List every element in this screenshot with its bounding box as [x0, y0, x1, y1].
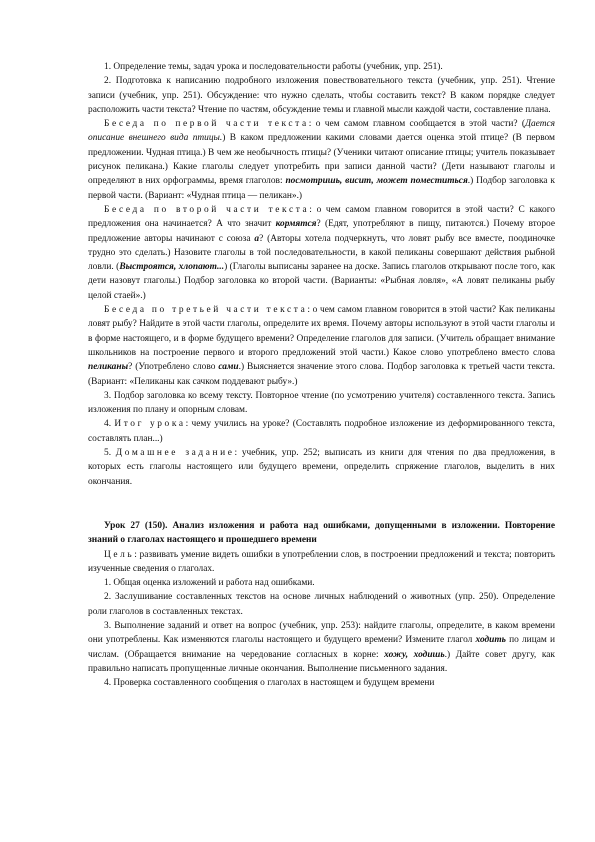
text-run: .) Выясняется значение этого слова. Подбор заголовка к третьей части текста. (Вариант: «Пеликаны как сачком поддевают рыбу».) [88, 362, 555, 387]
paragraph-step-5-homework [88, 446, 555, 489]
text-run: .) Дайте совет другу, как правильно написать пропущенные личные окончания. Выполнение письменного задания. [88, 649, 555, 674]
text-run: ? (Авторы хотела подчеркнуть, что ловят рыбу все вместе, поодиночке трудно это сделать.) Назовите глаголы в той последовательности, в какой пеликаны совершают действия рыбной ловли. ( [88, 233, 556, 273]
text-run: 4. [104, 419, 115, 430]
text-run: 2. Заслушивание составленных текстов на основе личных наблюдений о животных (упр. 250). Определение роли глаголов в составленных текстах. [88, 592, 555, 617]
text-run: ? (Употреблено слово [128, 362, 219, 373]
emphasis-text: а [254, 233, 260, 244]
text-run: .) Подбор заголовка к первой части. (Вариант: «Чудная птица — пеликан».) [88, 176, 555, 201]
text-run: : о чем самом главном сообщается в этой части? ( [308, 119, 526, 130]
spaced-heading: Цель [104, 549, 135, 560]
paragraph-talk-part-2 [88, 203, 555, 303]
text-run: ) В каком предложении какими словами дается оценка этой птице? (В первом предложении. Чудная птица.) В чем же необычность птицы? (Ученики читают описание птицы; учитель показывает рисунок пеликана.) Какие глаголы следует употребить при записи данной части? (Дети называют глаголы и определяют в них орфограммы, время глаголов: [88, 133, 555, 187]
paragraph-talk-part-3 [88, 303, 555, 389]
text-run: 1. Общая оценка изложений и работа над ошибками. [104, 578, 315, 589]
text-run: 3. Подбор заголовка ко всему тексту. Повторное чтение (по усмотрению учителя) составленного текста. Запись изложения по плану и опорным словам. [88, 390, 555, 416]
spaced-heading: Итог урока [114, 419, 186, 430]
paragraph-lesson-27-heading [88, 519, 555, 548]
paragraph-step-2 [88, 74, 555, 117]
paragraph-step-3 [88, 389, 555, 418]
spaced-heading: Беседа по второй части текста [104, 204, 310, 215]
text-run: 4. Проверка составленного сообщения о глаголах в настоящем и будущем времени [104, 678, 435, 689]
section-gap [88, 489, 555, 519]
paragraph-step-4-summary [88, 417, 555, 446]
paragraph-step-1 [88, 60, 555, 74]
text-run: : развивать умение видеть ошибки в употреблении слов, в построении предложений и текста; повторить изученные сведения о глаголах. [88, 549, 555, 574]
emphasis-text: хожу, ходишь [384, 649, 445, 660]
text-run: 5. [104, 448, 116, 459]
spaced-heading: Беседа по третьей части текста [104, 305, 308, 316]
spaced-heading: Домашнее задание [115, 448, 235, 459]
emphasis-text: Урок 27 (150). Анализ изложения и работа над ошибками, допущенными в изложении. Повторение знаний о глаголах настоящего и прошедшего времени [88, 520, 555, 546]
emphasis-text: кормятся [275, 219, 317, 230]
paragraph-lesson-27-step-3 [88, 619, 555, 676]
text-run: 1. Определение темы, задач урока и последовательности работы (учебник, упр. 251). [104, 62, 443, 72]
text-run: ? (Едят, употребляют в пищу, питаются.) Почему второе предложение авторы начинают с союза [88, 219, 555, 244]
paragraph-lesson-27-step-4 [88, 676, 555, 690]
emphasis-text: Дается описание внешнего вида птицы. [88, 119, 555, 144]
text-run: 3. Выполнение заданий и ответ на вопрос (учебник, упр. 253): найдите глаголы, определите, в каком времени они употреблены. Как изменяются глаголы настоящего и будущего времени? Измените глагол [88, 620, 555, 646]
emphasis-text: сами [218, 362, 239, 373]
paragraph-lesson-27-goal [88, 548, 555, 577]
emphasis-text: посмотришь, висит, может поместиться [285, 176, 468, 187]
emphasis-text: Выстроятся, хлопают... [119, 262, 225, 273]
text-run: : о чем самом главном говорится в этой части? С какого предложения она начинается? А что значит [88, 204, 556, 230]
document-page [88, 60, 555, 690]
text-run: 2. Подготовка к написанию подробного изложения повествовательного текста (учебник, упр. 251). Чтение записи (учебник, упр. 251). Обсуждение: что нужно сделать, чтобы составить текст? В каком порядке следует расположить части текста? Чтение по частям, обсуждение темы и главной мысли каждой части, составление плана. [88, 76, 555, 115]
paragraph-lesson-27-step-1 [88, 576, 555, 590]
text-run: : учебник, упр. 252; выписать из книги для чтения по два предложения, в которых есть глаголы настоящего или будущего времени, определить спряжение глаголов, выделить в них окончания. [88, 448, 555, 487]
paragraph-talk-part-1 [88, 117, 555, 203]
text-run: : чему учились на уроке? (Составлять подробное изложение из деформированного текста, составлять план...) [88, 419, 556, 444]
text-run: по лицам и числам. (Обращается внимание на чередование согласных в корне: [88, 635, 555, 660]
emphasis-text: ходить [475, 635, 506, 646]
spaced-heading: Беседа по первой части текста [104, 119, 309, 130]
text-run: ) (Глаголы выписаны заранее на доске. Запись глаголов открывают после того, как дети назовут глаголы.) Подбор заголовка ко второй части. (Варианты: «Рыбная ловля», «А ловят пеликаны рыбу целой стаей».) [88, 262, 555, 301]
paragraph-lesson-27-step-2 [88, 590, 555, 619]
text-run: : о чем самом главном говорится в этой части? Как пеликаны ловят рыбу? Найдите в этой части глаголы, определите их время. Почему авторы используют в этой части глаголы и в форме настоящего, и в форме будущего времени? Определение глаголов для записи. (Учитель обращает внимание школьников на построение первого и второго предложений этой части.) Какое слово употреблено вместо слова [88, 305, 555, 358]
emphasis-text: пеликаны [88, 362, 129, 373]
